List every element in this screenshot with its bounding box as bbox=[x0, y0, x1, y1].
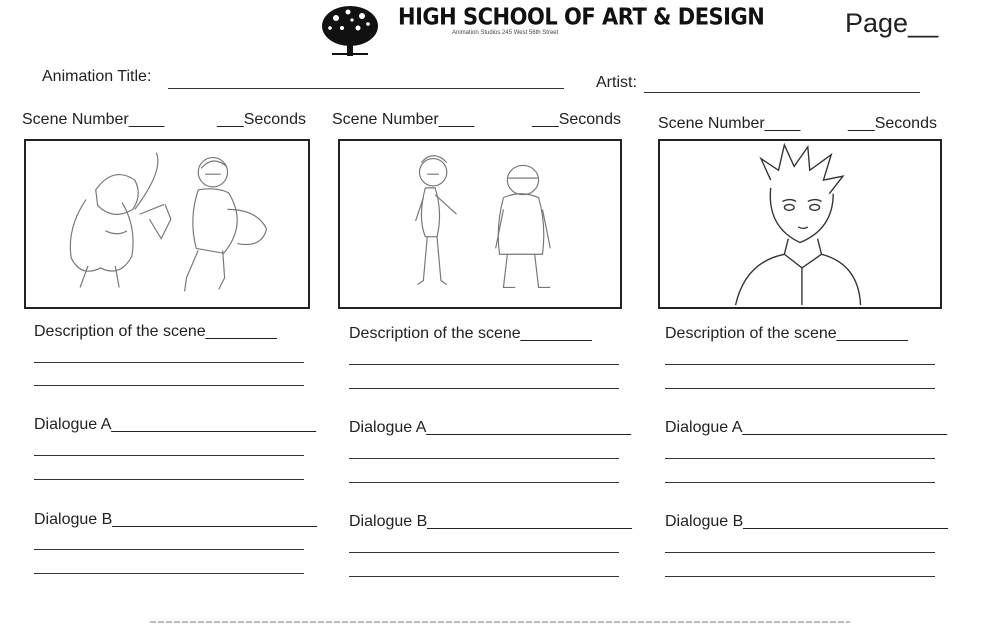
dialogue-b-line-1a[interactable] bbox=[34, 549, 304, 550]
dialogue-a-line-3a[interactable] bbox=[665, 458, 935, 459]
storyboard-frame-2[interactable] bbox=[338, 139, 622, 309]
description-line-3a[interactable] bbox=[665, 364, 935, 365]
artist-label: Artist: bbox=[596, 74, 637, 91]
dialogue-b-label-1: Dialogue B_______________________ bbox=[34, 511, 317, 528]
description-line-2a[interactable] bbox=[349, 364, 619, 365]
two-characters-sketch-icon bbox=[26, 141, 308, 307]
description-line-2b[interactable] bbox=[349, 388, 619, 389]
school-logo-icon bbox=[314, 2, 386, 60]
school-address: Animation Studios 245 West 56th Street bbox=[452, 30, 559, 36]
description-line-3b[interactable] bbox=[665, 388, 935, 389]
page-number-field[interactable]: Page__ bbox=[845, 8, 939, 38]
dialogue-a-line-2a[interactable] bbox=[349, 458, 619, 459]
animation-title-label: Animation Title: bbox=[42, 68, 152, 85]
dialogue-b-line-3b[interactable] bbox=[665, 576, 935, 577]
artist-field[interactable] bbox=[644, 92, 920, 93]
seconds-label-1: ___Seconds bbox=[217, 111, 306, 128]
dialogue-b-label-3: Dialogue B_______________________ bbox=[665, 513, 948, 530]
storyboard-frame-1[interactable] bbox=[24, 139, 310, 309]
description-label-3: Description of the scene________ bbox=[665, 325, 908, 342]
seconds-label-3: ___Seconds bbox=[848, 115, 937, 132]
description-line-1b[interactable] bbox=[34, 385, 304, 386]
scene-number-label-1: Scene Number____ bbox=[22, 111, 165, 128]
dialogue-a-line-1a[interactable] bbox=[34, 455, 304, 456]
dialogue-a-label-2: Dialogue A_______________________ bbox=[349, 419, 632, 436]
two-characters-standing-icon bbox=[340, 141, 620, 307]
storyboard-frame-3[interactable] bbox=[658, 139, 942, 309]
description-label-1: Description of the scene________ bbox=[34, 323, 277, 340]
dialogue-a-label-3: Dialogue A_______________________ bbox=[665, 419, 948, 436]
dialogue-b-line-2a[interactable] bbox=[349, 552, 619, 553]
description-line-1a[interactable] bbox=[34, 362, 304, 363]
dialogue-a-label-1: Dialogue A_______________________ bbox=[34, 416, 317, 433]
description-label-2: Description of the scene________ bbox=[349, 325, 592, 342]
school-name: HIGH SCHOOL OF ART & DESIGN bbox=[398, 4, 765, 30]
scene-number-label-2: Scene Number____ bbox=[332, 111, 475, 128]
scene-number-label-3: Scene Number____ bbox=[658, 115, 801, 132]
dialogue-a-line-3b[interactable] bbox=[665, 482, 935, 483]
dialogue-a-line-1b[interactable] bbox=[34, 479, 304, 480]
footer-fine-print bbox=[150, 621, 850, 623]
dialogue-b-line-3a[interactable] bbox=[665, 552, 935, 553]
dialogue-a-line-2b[interactable] bbox=[349, 482, 619, 483]
dialogue-b-line-1b[interactable] bbox=[34, 573, 304, 574]
character-portrait-icon bbox=[660, 141, 940, 307]
dialogue-b-line-2b[interactable] bbox=[349, 576, 619, 577]
seconds-label-2: ___Seconds bbox=[532, 111, 621, 128]
animation-title-field[interactable] bbox=[168, 88, 564, 89]
dialogue-b-label-2: Dialogue B_______________________ bbox=[349, 513, 632, 530]
